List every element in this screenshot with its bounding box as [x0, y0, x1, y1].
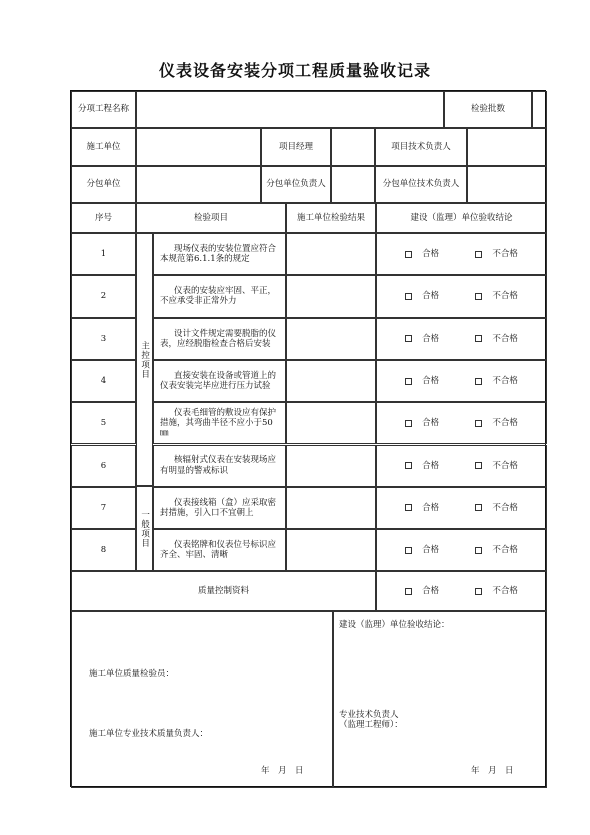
contractor-sign-section [71, 611, 333, 788]
contractor-field[interactable] [136, 128, 261, 166]
conclusion-cell [376, 233, 547, 275]
sub-tech-lead-field[interactable] [467, 166, 547, 203]
checkbox-icon [405, 420, 412, 427]
inspection-result-field[interactable] [286, 445, 376, 487]
fail-checkbox[interactable]: 不合格 [475, 249, 518, 259]
checkbox-icon [475, 504, 482, 511]
row-number: 7 [71, 487, 136, 529]
fail-checkbox[interactable]: 不合格 [475, 461, 518, 471]
contractor-label: 施工单位 [71, 128, 136, 166]
supervisor-sign-section [333, 611, 547, 788]
inspection-item: 仪表接线箱（盒）应采取密封措施，引入口不宜朝上 [153, 487, 286, 529]
date-right: 年 月 日 [471, 766, 514, 776]
project-manager-label: 项目经理 [261, 128, 331, 166]
date-left: 年 月 日 [261, 766, 304, 776]
project-manager-field[interactable] [331, 128, 375, 166]
pass-checkbox[interactable]: 合格 [405, 249, 439, 259]
checkbox-icon [475, 335, 482, 342]
batch-count-label: 检验批数 [444, 91, 532, 128]
fail-checkbox[interactable]: 不合格 [475, 503, 518, 513]
conclusion-cell [376, 318, 547, 360]
col-header-result: 施工单位检验结果 [286, 203, 376, 233]
pass-checkbox[interactable]: 合格 [405, 503, 439, 513]
row-number: 3 [71, 318, 136, 360]
inspection-result-field[interactable] [286, 487, 376, 529]
inspection-result-field[interactable] [286, 402, 376, 444]
checkbox-icon [405, 251, 412, 258]
pass-checkbox[interactable]: 合格 [405, 586, 439, 596]
pass-checkbox[interactable]: 合格 [405, 376, 439, 386]
conclusion-cell [376, 402, 547, 444]
conclusion-cell [376, 275, 547, 317]
inspection-result-field[interactable] [286, 360, 376, 402]
row-number: 1 [71, 233, 136, 275]
checkbox-icon [475, 588, 482, 595]
pass-checkbox[interactable]: 合格 [405, 545, 439, 555]
conclusion-cell [376, 445, 547, 487]
row-number: 5 [71, 402, 136, 444]
fail-checkbox[interactable]: 不合格 [475, 586, 518, 596]
checkbox-icon [475, 378, 482, 385]
sub-lead-label: 分包单位负责人 [261, 166, 331, 203]
row-number: 6 [71, 445, 136, 487]
fail-checkbox[interactable]: 不合格 [475, 418, 518, 428]
pass-checkbox[interactable]: 合格 [405, 461, 439, 471]
checkbox-icon [405, 547, 412, 554]
tech-lead-label: 项目技术负责人 [375, 128, 467, 166]
subproject-name-label: 分项工程名称 [71, 91, 136, 128]
checkbox-icon [405, 293, 412, 300]
checkbox-icon [405, 588, 412, 595]
group-main-control: 主控项目 [136, 233, 153, 486]
subcontractor-label: 分包单位 [71, 166, 136, 203]
quality-lead-label: 施工单位专业技术质量负责人： [89, 729, 209, 739]
inspection-result-field[interactable] [286, 233, 376, 275]
checkbox-icon [405, 335, 412, 342]
inspection-item: 仪表的安装应牢固、平正，不应承受非正常外力 [153, 275, 286, 317]
supervisor-conclusion-label: 建设（监理）单位验收结论： [339, 620, 450, 630]
fail-checkbox[interactable]: 不合格 [475, 545, 518, 555]
subproject-name-field[interactable] [136, 91, 444, 128]
supervisor-engineer-label: （监理工程师）： [339, 720, 403, 730]
inspection-result-field[interactable] [286, 529, 376, 571]
inspection-result-field[interactable] [286, 275, 376, 317]
pass-checkbox[interactable]: 合格 [405, 334, 439, 344]
inspection-item: 现场仪表的安装位置应符合本规范第6.1.1条的规定 [153, 233, 286, 275]
conclusion-cell [376, 487, 547, 529]
fail-checkbox[interactable]: 不合格 [475, 291, 518, 301]
quality-docs-conclusion [376, 571, 547, 611]
sub-lead-field[interactable] [331, 166, 375, 203]
page-title: 仪表设备安装分项工程质量验收记录 [158, 61, 431, 80]
checkbox-icon [475, 462, 482, 469]
checkbox-icon [405, 378, 412, 385]
group-general: 一般项目 [136, 486, 153, 571]
inspector-label: 施工单位质量检验员： [89, 669, 175, 679]
inspection-item: 仪表铭牌和仪表位号标识应齐全、牢固、清晰 [153, 529, 286, 571]
sub-tech-lead-label: 分包单位技术负责人 [375, 166, 467, 203]
inspection-item: 核辐射式仪表在安装现场应有明显的警戒标识 [153, 445, 286, 487]
tech-lead-sign-label: 专业技术负责人 [339, 710, 399, 720]
conclusion-cell [376, 360, 547, 402]
col-header-item: 检验项目 [136, 203, 286, 233]
inspection-item: 直接安装在设备或管道上的仪表安装完毕应进行压力试验 [153, 360, 286, 402]
conclusion-cell [376, 529, 547, 571]
row-number: 2 [71, 275, 136, 317]
row-number: 8 [71, 529, 136, 571]
checkbox-icon [475, 547, 482, 554]
inspection-item: 仪表毛细管的敷设应有保护措施，其弯曲半径不应小于50㎜ [153, 402, 286, 444]
checkbox-icon [475, 251, 482, 258]
checkbox-icon [475, 420, 482, 427]
inspection-record-table [70, 90, 546, 787]
fail-checkbox[interactable]: 不合格 [475, 334, 518, 344]
checkbox-icon [405, 504, 412, 511]
col-header-no: 序号 [71, 203, 136, 233]
checkbox-icon [405, 462, 412, 469]
checkbox-icon [475, 293, 482, 300]
batch-count-field[interactable] [532, 91, 547, 128]
inspection-item: 设计文件规定需要脱脂的仪表，应经脱脂检查合格后安装 [153, 318, 286, 360]
fail-checkbox[interactable]: 不合格 [475, 376, 518, 386]
subcontractor-field[interactable] [136, 166, 261, 203]
col-header-conclusion: 建设（监理）单位验收结论 [376, 203, 547, 233]
pass-checkbox[interactable]: 合格 [405, 418, 439, 428]
row-number: 4 [71, 360, 136, 402]
inspection-result-field[interactable] [286, 318, 376, 360]
tech-lead-field[interactable] [467, 128, 547, 166]
pass-checkbox[interactable]: 合格 [405, 291, 439, 301]
quality-docs-label: 质量控制资料 [71, 571, 376, 611]
